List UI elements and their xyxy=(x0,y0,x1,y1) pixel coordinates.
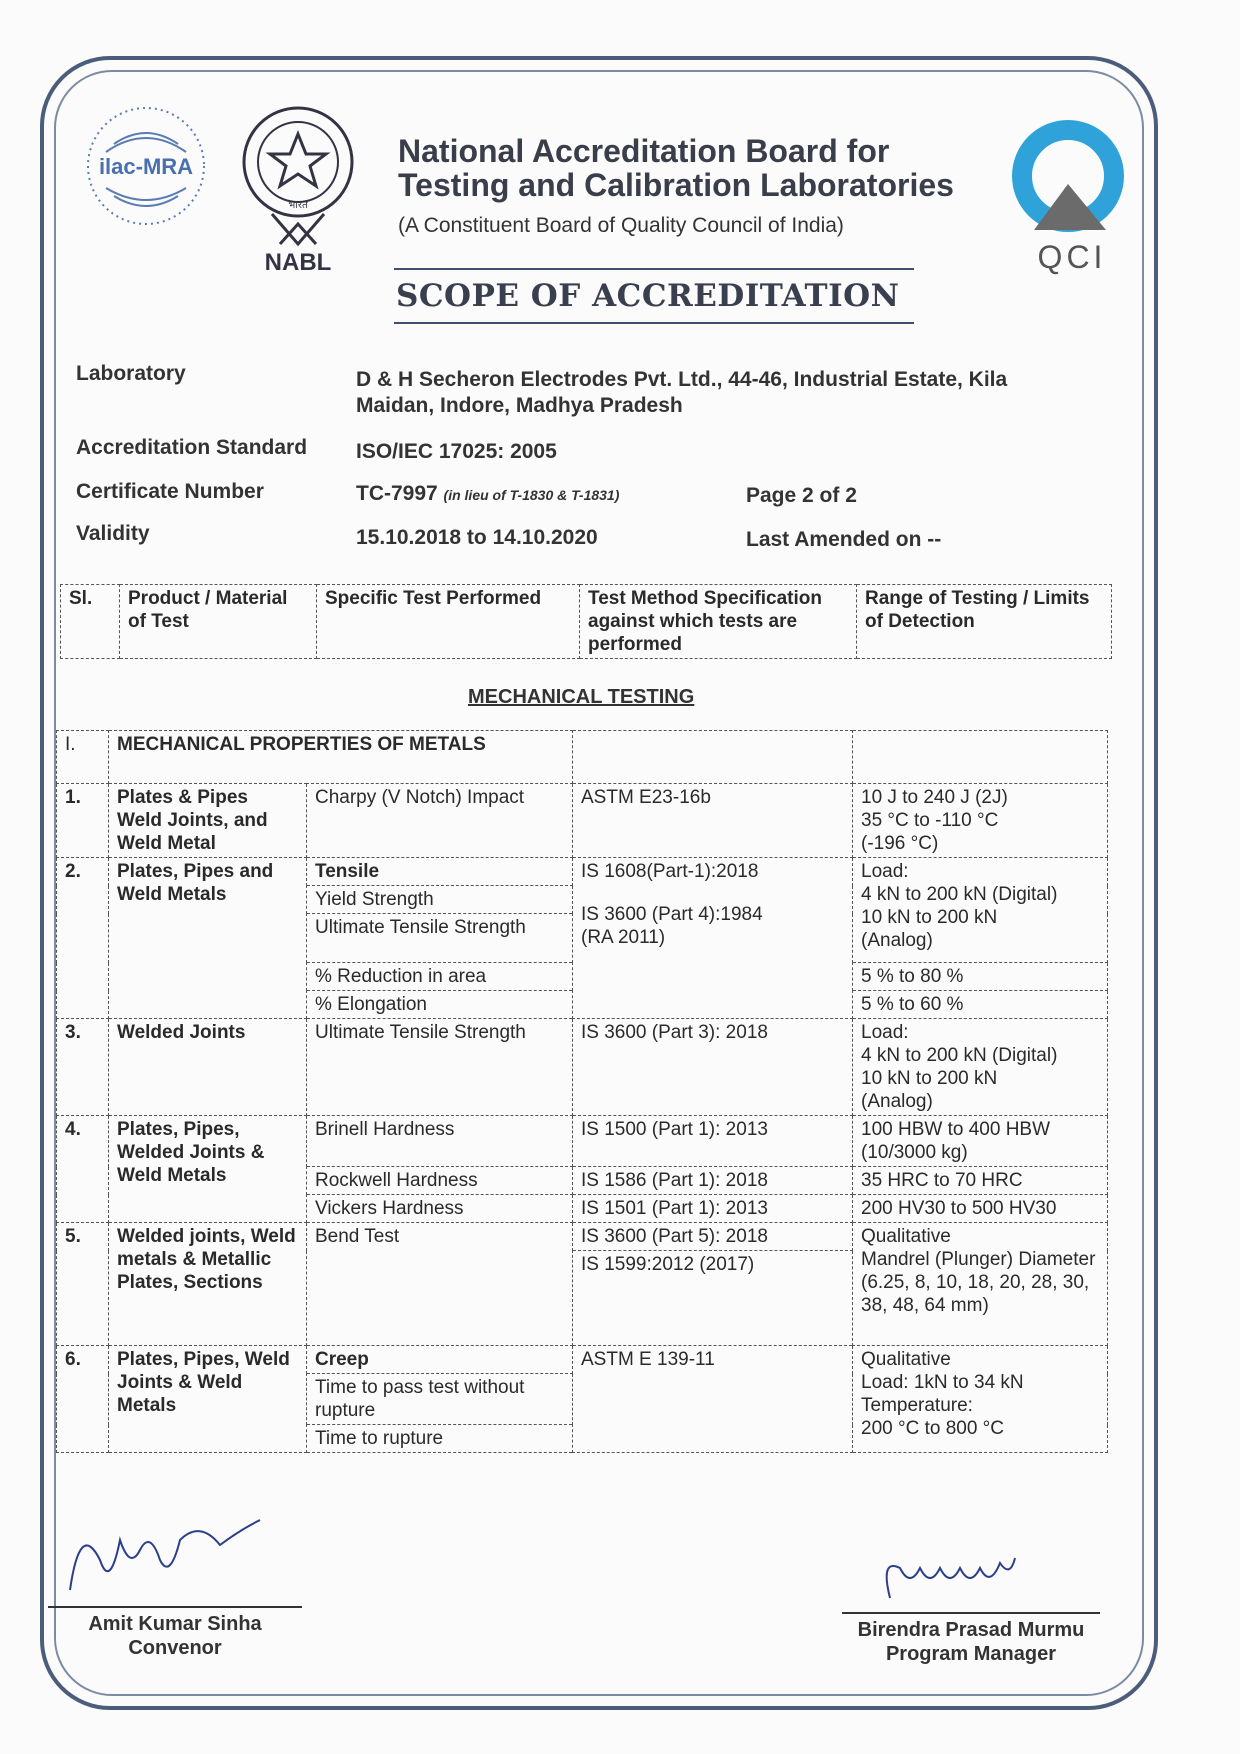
qci-logo-text: QCI xyxy=(1037,239,1107,275)
range-line: Qualitative xyxy=(861,1349,951,1370)
row-method: IS 3600 (Part 3): 2018 xyxy=(573,1019,853,1116)
certificate-number-label: Certificate Number xyxy=(76,480,264,503)
group-empty-cell xyxy=(853,731,1108,784)
row-range xyxy=(853,858,1108,963)
method-line: (RA 2011) xyxy=(581,927,666,948)
qci-logo xyxy=(1006,118,1138,278)
row-test: Tensile xyxy=(307,858,573,886)
row-product: Welded joints, Weld metals & Metallic Plates, Sections xyxy=(109,1223,307,1346)
organization-name xyxy=(398,134,998,202)
row-test: Yield Strength xyxy=(307,886,573,914)
program-manager-signature xyxy=(870,1538,1020,1608)
range-line: 4 kN to 200 kN (Digital) xyxy=(861,884,1058,905)
range-line: 4 kN to 200 kN (Digital) xyxy=(861,1045,1058,1066)
range-line: 10 kN to 200 kN xyxy=(861,1068,998,1089)
range-line: Load: xyxy=(861,1022,909,1043)
row-test: Time to rupture xyxy=(307,1425,573,1453)
row-number: 5. xyxy=(57,1223,109,1346)
range-line: (Analog) xyxy=(861,1091,933,1112)
certificate-note: (in lieu of T-1830 & T-1831) xyxy=(443,487,620,503)
program-manager-name: Birendra Prasad Murmu xyxy=(857,1619,1085,1641)
group-number: I. xyxy=(57,731,109,784)
table-row xyxy=(57,1223,1108,1251)
page-number: Page 2 of 2 xyxy=(746,484,857,507)
accreditation-standard-label: Accreditation Standard xyxy=(76,436,308,459)
accreditation-standard-value: ISO/IEC 17025: 2005 xyxy=(356,440,557,463)
scope-header-row xyxy=(61,585,1112,659)
row-method: IS 1500 (Part 1): 2013 xyxy=(573,1116,853,1167)
range-line: Load: xyxy=(861,861,909,882)
row-test: Ultimate Tensile Strength xyxy=(307,1019,573,1116)
row-range xyxy=(853,1223,1108,1346)
row-product: Plates, Pipes and Weld Metals xyxy=(109,858,307,1019)
group-row xyxy=(57,731,1108,784)
section-heading: MECHANICAL TESTING xyxy=(468,686,695,708)
range-line: 200 °C to 800 °C xyxy=(861,1418,1005,1439)
nabl-logo-text: NABL xyxy=(264,249,332,274)
row-method: ASTM E 139-11 xyxy=(573,1346,853,1453)
group-title: MECHANICAL PROPERTIES OF METALS xyxy=(109,731,573,784)
row-test: Time to pass test without rupture xyxy=(307,1374,573,1425)
row-range xyxy=(853,784,1108,858)
header-product: Product / Material of Test xyxy=(120,585,317,659)
title-rule-top xyxy=(394,268,914,270)
row-range: 35 HRC to 70 HRC xyxy=(853,1167,1108,1195)
title-rule-bottom xyxy=(394,322,914,324)
program-manager-block xyxy=(842,1618,1100,1666)
row-number: 4. xyxy=(57,1116,109,1223)
program-manager-signature-line xyxy=(842,1612,1100,1614)
row-number: 6. xyxy=(57,1346,109,1453)
row-method: IS 1599:2012 (2017) xyxy=(573,1251,853,1346)
row-product: Plates & Pipes Weld Joints, and Weld Metal xyxy=(109,784,307,858)
range-line: Mandrel (Plunger) Diameter (6.25, 8, 10, 18, 20, 28, 30, 38, 48, 64 mm) xyxy=(861,1249,1096,1316)
table-row xyxy=(57,1019,1108,1116)
row-method xyxy=(573,858,853,1019)
row-number: 1. xyxy=(57,784,109,858)
row-number: 3. xyxy=(57,1019,109,1116)
row-test: % Elongation xyxy=(307,991,573,1019)
validity-value: 15.10.2018 to 14.10.2020 xyxy=(356,526,598,549)
row-range xyxy=(853,1346,1108,1453)
row-test: % Reduction in area xyxy=(307,963,573,991)
row-test: Rockwell Hardness xyxy=(307,1167,573,1195)
convenor-role: Convenor xyxy=(128,1637,222,1659)
range-line: 35 °C to -110 °C xyxy=(861,810,999,831)
header-specific-test: Specific Test Performed xyxy=(317,585,580,659)
header-test-method: Test Method Specification against which tests are performed xyxy=(580,585,857,659)
nabl-seal-text: भारत xyxy=(288,200,308,211)
last-amended: Last Amended on -- xyxy=(746,528,942,551)
convenor-signature-line xyxy=(48,1606,302,1608)
row-range: 5 % to 80 % xyxy=(853,963,1108,991)
row-test: Creep xyxy=(307,1346,573,1374)
table-row xyxy=(57,858,1108,886)
header-range: Range of Testing / Limits of Detection xyxy=(857,585,1112,659)
row-number: 2. xyxy=(57,858,109,1019)
ilac-logo-text: ilac-MRA xyxy=(98,154,194,179)
row-range: 5 % to 60 % xyxy=(853,991,1108,1019)
row-method: ASTM E23-16b xyxy=(573,784,853,858)
row-test: Ultimate Tensile Strength xyxy=(307,914,573,963)
table-row xyxy=(57,784,1108,858)
nabl-logo xyxy=(238,104,358,274)
row-method: IS 3600 (Part 5): 2018 xyxy=(573,1223,853,1251)
program-manager-role: Program Manager xyxy=(885,1643,1057,1665)
method-line: IS 3600 (Part 4):1984 xyxy=(581,904,763,925)
scope-table xyxy=(56,730,1108,1453)
laboratory-value-line-2: Maidan, Indore, Madhya Pradesh xyxy=(356,394,683,417)
method-line: IS 1608(Part-1):2018 xyxy=(581,861,759,882)
validity-label: Validity xyxy=(76,522,150,545)
range-line: 10 kN to 200 kN xyxy=(861,907,998,928)
convenor-signature xyxy=(60,1500,280,1600)
range-line: (Analog) xyxy=(861,930,933,951)
certificate-number-value xyxy=(356,482,619,506)
document-title: SCOPE OF ACCREDITATION xyxy=(396,278,900,314)
row-test: Vickers Hardness xyxy=(307,1195,573,1223)
range-line: 10 J to 240 J (2J) xyxy=(861,787,1008,808)
row-product: Welded Joints xyxy=(109,1019,307,1116)
range-line: Load: 1kN to 34 kN xyxy=(861,1372,1024,1393)
scope-header-table xyxy=(60,584,1112,659)
convenor-block xyxy=(48,1612,302,1660)
header-sl: Sl. xyxy=(61,585,120,659)
range-line: (-196 °C) xyxy=(861,833,939,854)
organization-name-line-2: Testing and Calibration Laboratories xyxy=(398,167,954,203)
row-product: Plates, Pipes, Weld Joints & Weld Metals xyxy=(109,1346,307,1453)
row-product: Plates, Pipes, Welded Joints & Weld Metals xyxy=(109,1116,307,1223)
row-method: IS 1501 (Part 1): 2013 xyxy=(573,1195,853,1223)
certificate-number: TC-7997 xyxy=(356,482,438,505)
range-line: Temperature: xyxy=(861,1395,973,1416)
row-range xyxy=(853,1116,1108,1167)
row-test: Brinell Hardness xyxy=(307,1116,573,1167)
convenor-name: Amit Kumar Sinha xyxy=(88,1613,262,1635)
row-range: 200 HV30 to 500 HV30 xyxy=(853,1195,1108,1223)
group-empty-cell xyxy=(573,731,853,784)
row-test: Charpy (V Notch) Impact xyxy=(307,784,573,858)
ilac-mra-logo xyxy=(84,104,208,228)
range-line: 100 HBW to 400 HBW xyxy=(861,1119,1051,1140)
range-line: Qualitative xyxy=(861,1226,951,1247)
table-row xyxy=(57,1346,1108,1374)
laboratory-label: Laboratory xyxy=(76,362,186,385)
organization-name-line-1: National Accreditation Board for xyxy=(398,133,890,169)
range-line: (10/3000 kg) xyxy=(861,1142,968,1163)
method-spacer xyxy=(581,883,844,903)
organization-subtitle: (A Constituent Board of Quality Council of India) xyxy=(398,214,844,237)
row-method: IS 1586 (Part 1): 2018 xyxy=(573,1167,853,1195)
row-range xyxy=(853,1019,1108,1116)
table-row xyxy=(57,1116,1108,1167)
laboratory-value-line-1: D & H Secheron Electrodes Pvt. Ltd., 44-46, Industrial Estate, Kila xyxy=(356,368,1008,391)
row-test: Bend Test xyxy=(307,1223,573,1346)
